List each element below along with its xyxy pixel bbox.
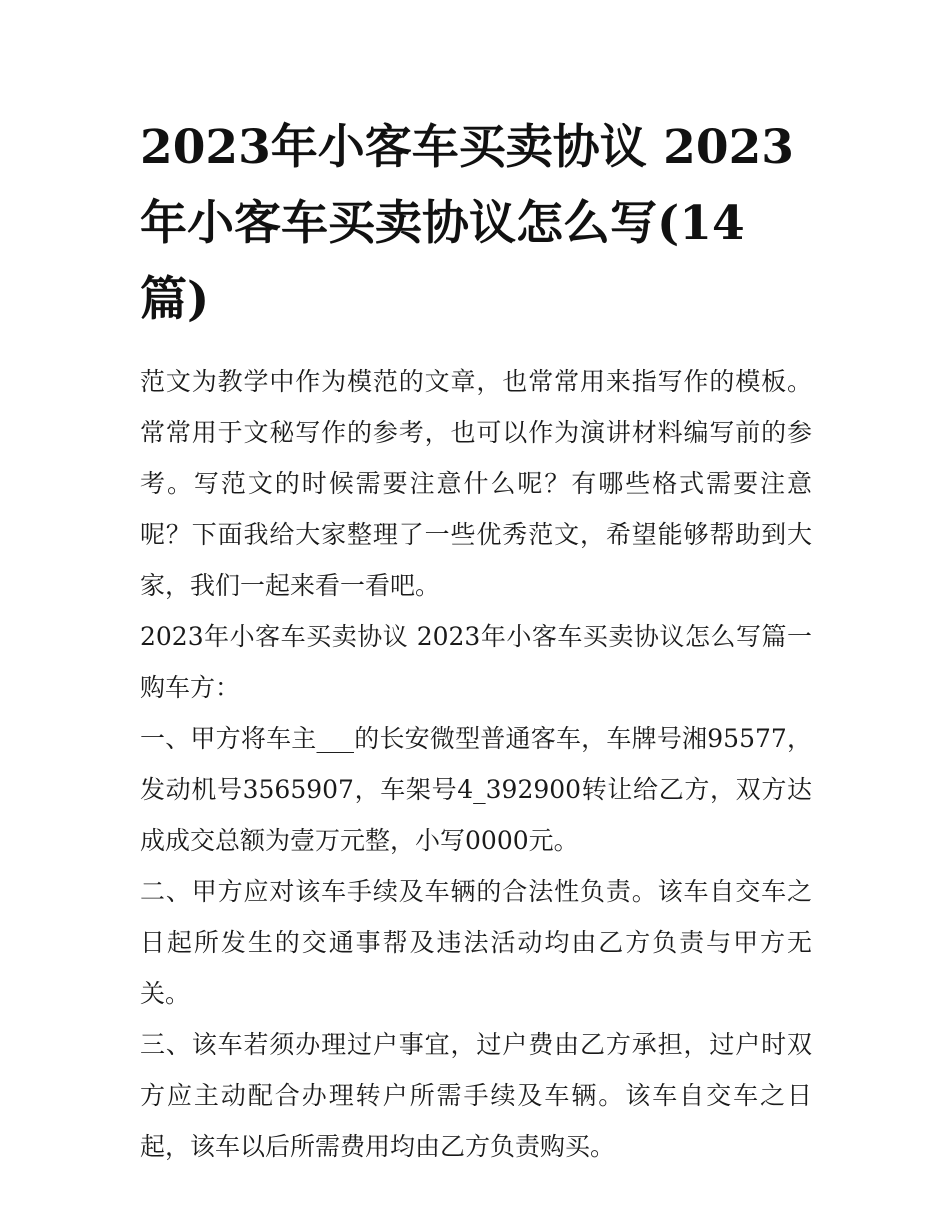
clause-one-paragraph: 一、甲方将车主___的长安微型普通客车，车牌号湘95577，发动机号3565907，车架号4_392900转让给乙方，双方达成成交总额为壹万元整，小写0000元。 [140, 724, 812, 855]
clause-three-paragraph: 三、该车若须办理过户事宜，过户费由乙方承担，过户时双方应主动配合办理转户所需手续及车辆。该车自交车之日起，该车以后所需费用均由乙方负责购买。 [140, 1030, 812, 1161]
document-title: 2023年小客车买卖协议 2023年小客车买卖协议怎么写(14篇) [140, 120, 794, 327]
clause-two-paragraph: 二、甲方应对该车手续及车辆的合法性负责。该车自交车之日起所发生的交通事帮及违法活动均由乙方负责与甲方无关。 [140, 877, 812, 1008]
document-body [140, 356, 812, 1172]
intro-paragraph: 范文为教学中作为模范的文章，也常常用来指写作的模板。常常用于文秘写作的参考，也可以作为演讲材料编写前的参考。写范文的时候需要注意什么呢？有哪些格式需要注意呢？下面我给大家整理了一些优秀范文，希望能够帮助到大家，我们一起来看一看吧。 [140, 367, 812, 600]
section-heading-paragraph: 2023年小客车买卖协议 2023年小客车买卖协议怎么写篇一 购车方： [140, 622, 812, 702]
